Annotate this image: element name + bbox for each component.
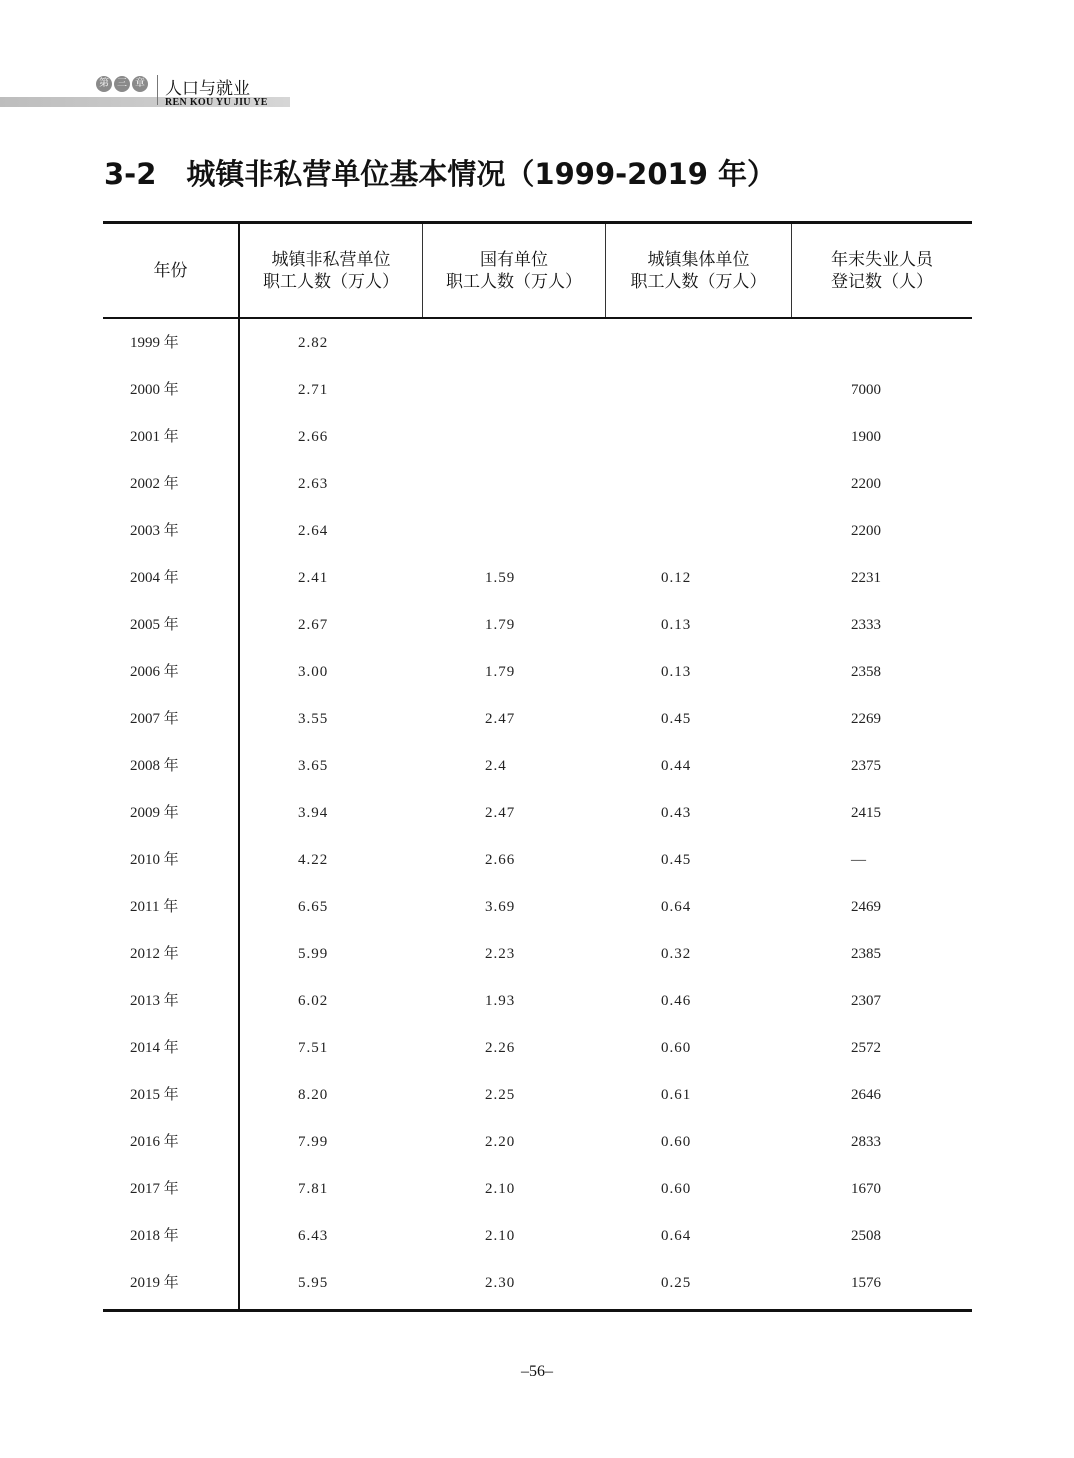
table-row: [103, 414, 972, 461]
table-row: [103, 790, 972, 837]
unemployed-cell: 2469: [851, 899, 881, 915]
nonprivate-cell: 4.22: [298, 852, 329, 868]
unemployed-cell: 7000: [851, 382, 881, 398]
unemployed-cell: 1670: [851, 1181, 881, 1197]
year-cell: 2015 年: [130, 1087, 179, 1103]
year-cell: 2008 年: [130, 758, 179, 774]
chapter-title: 人口与就业: [165, 79, 250, 99]
collective-cell: 0.60: [661, 1040, 692, 1056]
table-row: [103, 743, 972, 790]
collective-cell: 0.45: [661, 852, 692, 868]
state-owned-cell: 1.79: [485, 617, 516, 633]
page-number: –56–: [521, 1363, 553, 1380]
nonprivate-cell: 3.55: [298, 711, 329, 727]
column-header-collective: [606, 224, 791, 317]
nonprivate-cell: 5.95: [298, 1275, 329, 1291]
year-cell: 2014 年: [130, 1040, 179, 1056]
nonprivate-cell: 2.71: [298, 382, 329, 398]
unemployed-cell: 2358: [851, 664, 881, 680]
unemployed-cell: 2646: [851, 1087, 881, 1103]
table-header-rule: [103, 317, 972, 319]
nonprivate-cell: 2.67: [298, 617, 329, 633]
state-owned-cell: 2.10: [485, 1228, 516, 1244]
unemployed-cell: 2307: [851, 993, 881, 1009]
unemployed-cell: 2269: [851, 711, 881, 727]
year-cell: 2004 年: [130, 570, 179, 586]
nonprivate-cell: 2.63: [298, 476, 329, 492]
column-header-year: [103, 224, 238, 317]
state-owned-cell: 1.93: [485, 993, 516, 1009]
unemployed-cell: 2415: [851, 805, 881, 821]
state-owned-cell: 1.59: [485, 570, 516, 586]
chapter-badge-char: 三: [114, 76, 130, 92]
table-bottom-rule: [103, 1309, 972, 1312]
year-cell: 2009 年: [130, 805, 179, 821]
state-owned-cell: 2.66: [485, 852, 516, 868]
nonprivate-cell: 6.43: [298, 1228, 329, 1244]
table-row: [103, 696, 972, 743]
year-cell: 2001 年: [130, 429, 179, 445]
chapter-badge-char: 第: [96, 76, 112, 92]
nonprivate-cell: 6.02: [298, 993, 329, 1009]
unemployed-cell: 2833: [851, 1134, 881, 1150]
unemployed-cell: 2375: [851, 758, 881, 774]
year-cell: 2012 年: [130, 946, 179, 962]
nonprivate-cell: 6.65: [298, 899, 329, 915]
year-cell: 2011 年: [130, 899, 179, 915]
year-cell: 2007 年: [130, 711, 179, 727]
column-header-line: 职工人数（万人）: [446, 271, 582, 292]
unemployed-cell: 2572: [851, 1040, 881, 1056]
table-row: [103, 884, 972, 931]
column-header-line: 城镇集体单位: [647, 249, 750, 270]
column-header-line: 登记数（人）: [831, 271, 933, 292]
table-row: [103, 1119, 972, 1166]
table-row: [103, 508, 972, 555]
nonprivate-cell: 7.81: [298, 1181, 329, 1197]
unemployed-cell: 2333: [851, 617, 881, 633]
nonprivate-cell: 3.65: [298, 758, 329, 774]
year-cell: 2018 年: [130, 1228, 179, 1244]
collective-cell: 0.32: [661, 946, 692, 962]
state-owned-cell: 3.69: [485, 899, 516, 915]
state-owned-cell: 2.30: [485, 1275, 516, 1291]
column-header-line: 年份: [153, 260, 188, 281]
collective-cell: 0.13: [661, 617, 692, 633]
state-owned-cell: 2.10: [485, 1181, 516, 1197]
year-cell: 1999 年: [130, 335, 179, 351]
state-owned-cell: 2.47: [485, 805, 516, 821]
nonprivate-cell: 2.64: [298, 523, 329, 539]
unemployed-cell: 2231: [851, 570, 881, 586]
nonprivate-cell: 2.66: [298, 429, 329, 445]
year-cell: 2002 年: [130, 476, 179, 492]
year-cell: 2006 年: [130, 664, 179, 680]
state-owned-cell: 2.26: [485, 1040, 516, 1056]
year-cell: 2005 年: [130, 617, 179, 633]
table-row: [103, 931, 972, 978]
table-row: [103, 1260, 972, 1307]
state-owned-cell: 2.20: [485, 1134, 516, 1150]
collective-cell: 0.25: [661, 1275, 692, 1291]
nonprivate-cell: 7.51: [298, 1040, 329, 1056]
year-cell: 2017 年: [130, 1181, 179, 1197]
collective-cell: 0.64: [661, 899, 692, 915]
table-row: [103, 837, 972, 884]
column-header-line: 年末失业人员: [831, 249, 933, 270]
table-row: [103, 461, 972, 508]
collective-cell: 0.64: [661, 1228, 692, 1244]
unemployed-cell: 1576: [851, 1275, 881, 1291]
year-cell: 2016 年: [130, 1134, 179, 1150]
collective-cell: 0.13: [661, 664, 692, 680]
state-owned-cell: 1.79: [485, 664, 516, 680]
collective-cell: 0.44: [661, 758, 692, 774]
nonprivate-cell: 2.41: [298, 570, 329, 586]
chapter-badge: [96, 76, 148, 92]
table-row: [103, 1025, 972, 1072]
collective-cell: 0.45: [661, 711, 692, 727]
collective-cell: 0.12: [661, 570, 692, 586]
nonprivate-cell: 7.99: [298, 1134, 329, 1150]
column-header-line: 职工人数（万人）: [630, 271, 767, 292]
nonprivate-cell: 3.00: [298, 664, 329, 680]
table-row: [103, 978, 972, 1025]
table-row: [103, 649, 972, 696]
column-header-state-owned: [423, 224, 605, 317]
collective-cell: 0.43: [661, 805, 692, 821]
chapter-pinyin: REN KOU YU JIU YE: [165, 97, 268, 108]
table-body: [103, 320, 972, 1307]
table-row: [103, 367, 972, 414]
state-owned-cell: 2.4: [485, 758, 507, 774]
collective-cell: 0.60: [661, 1134, 692, 1150]
unemployed-cell: —: [851, 852, 866, 868]
column-header-line: 城镇非私营单位: [271, 249, 391, 270]
unemployed-cell: 2200: [851, 476, 881, 492]
collective-cell: 0.61: [661, 1087, 692, 1103]
collective-cell: 0.46: [661, 993, 692, 1009]
column-header-line: 国有单位: [480, 249, 548, 270]
table-title: 城镇非私营单位基本情况（1999-2019 年）: [186, 157, 776, 191]
table-row: [103, 320, 972, 367]
column-header-line: 职工人数（万人）: [263, 271, 399, 292]
year-cell: 2019 年: [130, 1275, 179, 1291]
table-row: [103, 1166, 972, 1213]
year-cell: 2010 年: [130, 852, 179, 868]
state-owned-cell: 2.23: [485, 946, 516, 962]
unemployed-cell: 2200: [851, 523, 881, 539]
column-header-nonprivate: [240, 224, 422, 317]
column-header-unemployed: [792, 224, 972, 317]
table-row: [103, 602, 972, 649]
unemployed-cell: 2385: [851, 946, 881, 962]
unemployed-cell: 1900: [851, 429, 881, 445]
page-title: [104, 152, 776, 193]
chapter-badge-char: 章: [132, 76, 148, 92]
unemployed-cell: 2508: [851, 1228, 881, 1244]
table-row: [103, 1213, 972, 1260]
nonprivate-cell: 8.20: [298, 1087, 329, 1103]
collective-cell: 0.60: [661, 1181, 692, 1197]
table-row: [103, 1072, 972, 1119]
state-owned-cell: 2.25: [485, 1087, 516, 1103]
table-row: [103, 555, 972, 602]
header-divider: [157, 75, 158, 105]
table-number: 3-2: [104, 157, 157, 191]
year-cell: 2003 年: [130, 523, 179, 539]
year-cell: 2000 年: [130, 382, 179, 398]
nonprivate-cell: 5.99: [298, 946, 329, 962]
nonprivate-cell: 3.94: [298, 805, 329, 821]
year-cell: 2013 年: [130, 993, 179, 1009]
state-owned-cell: 2.47: [485, 711, 516, 727]
nonprivate-cell: 2.82: [298, 335, 329, 351]
